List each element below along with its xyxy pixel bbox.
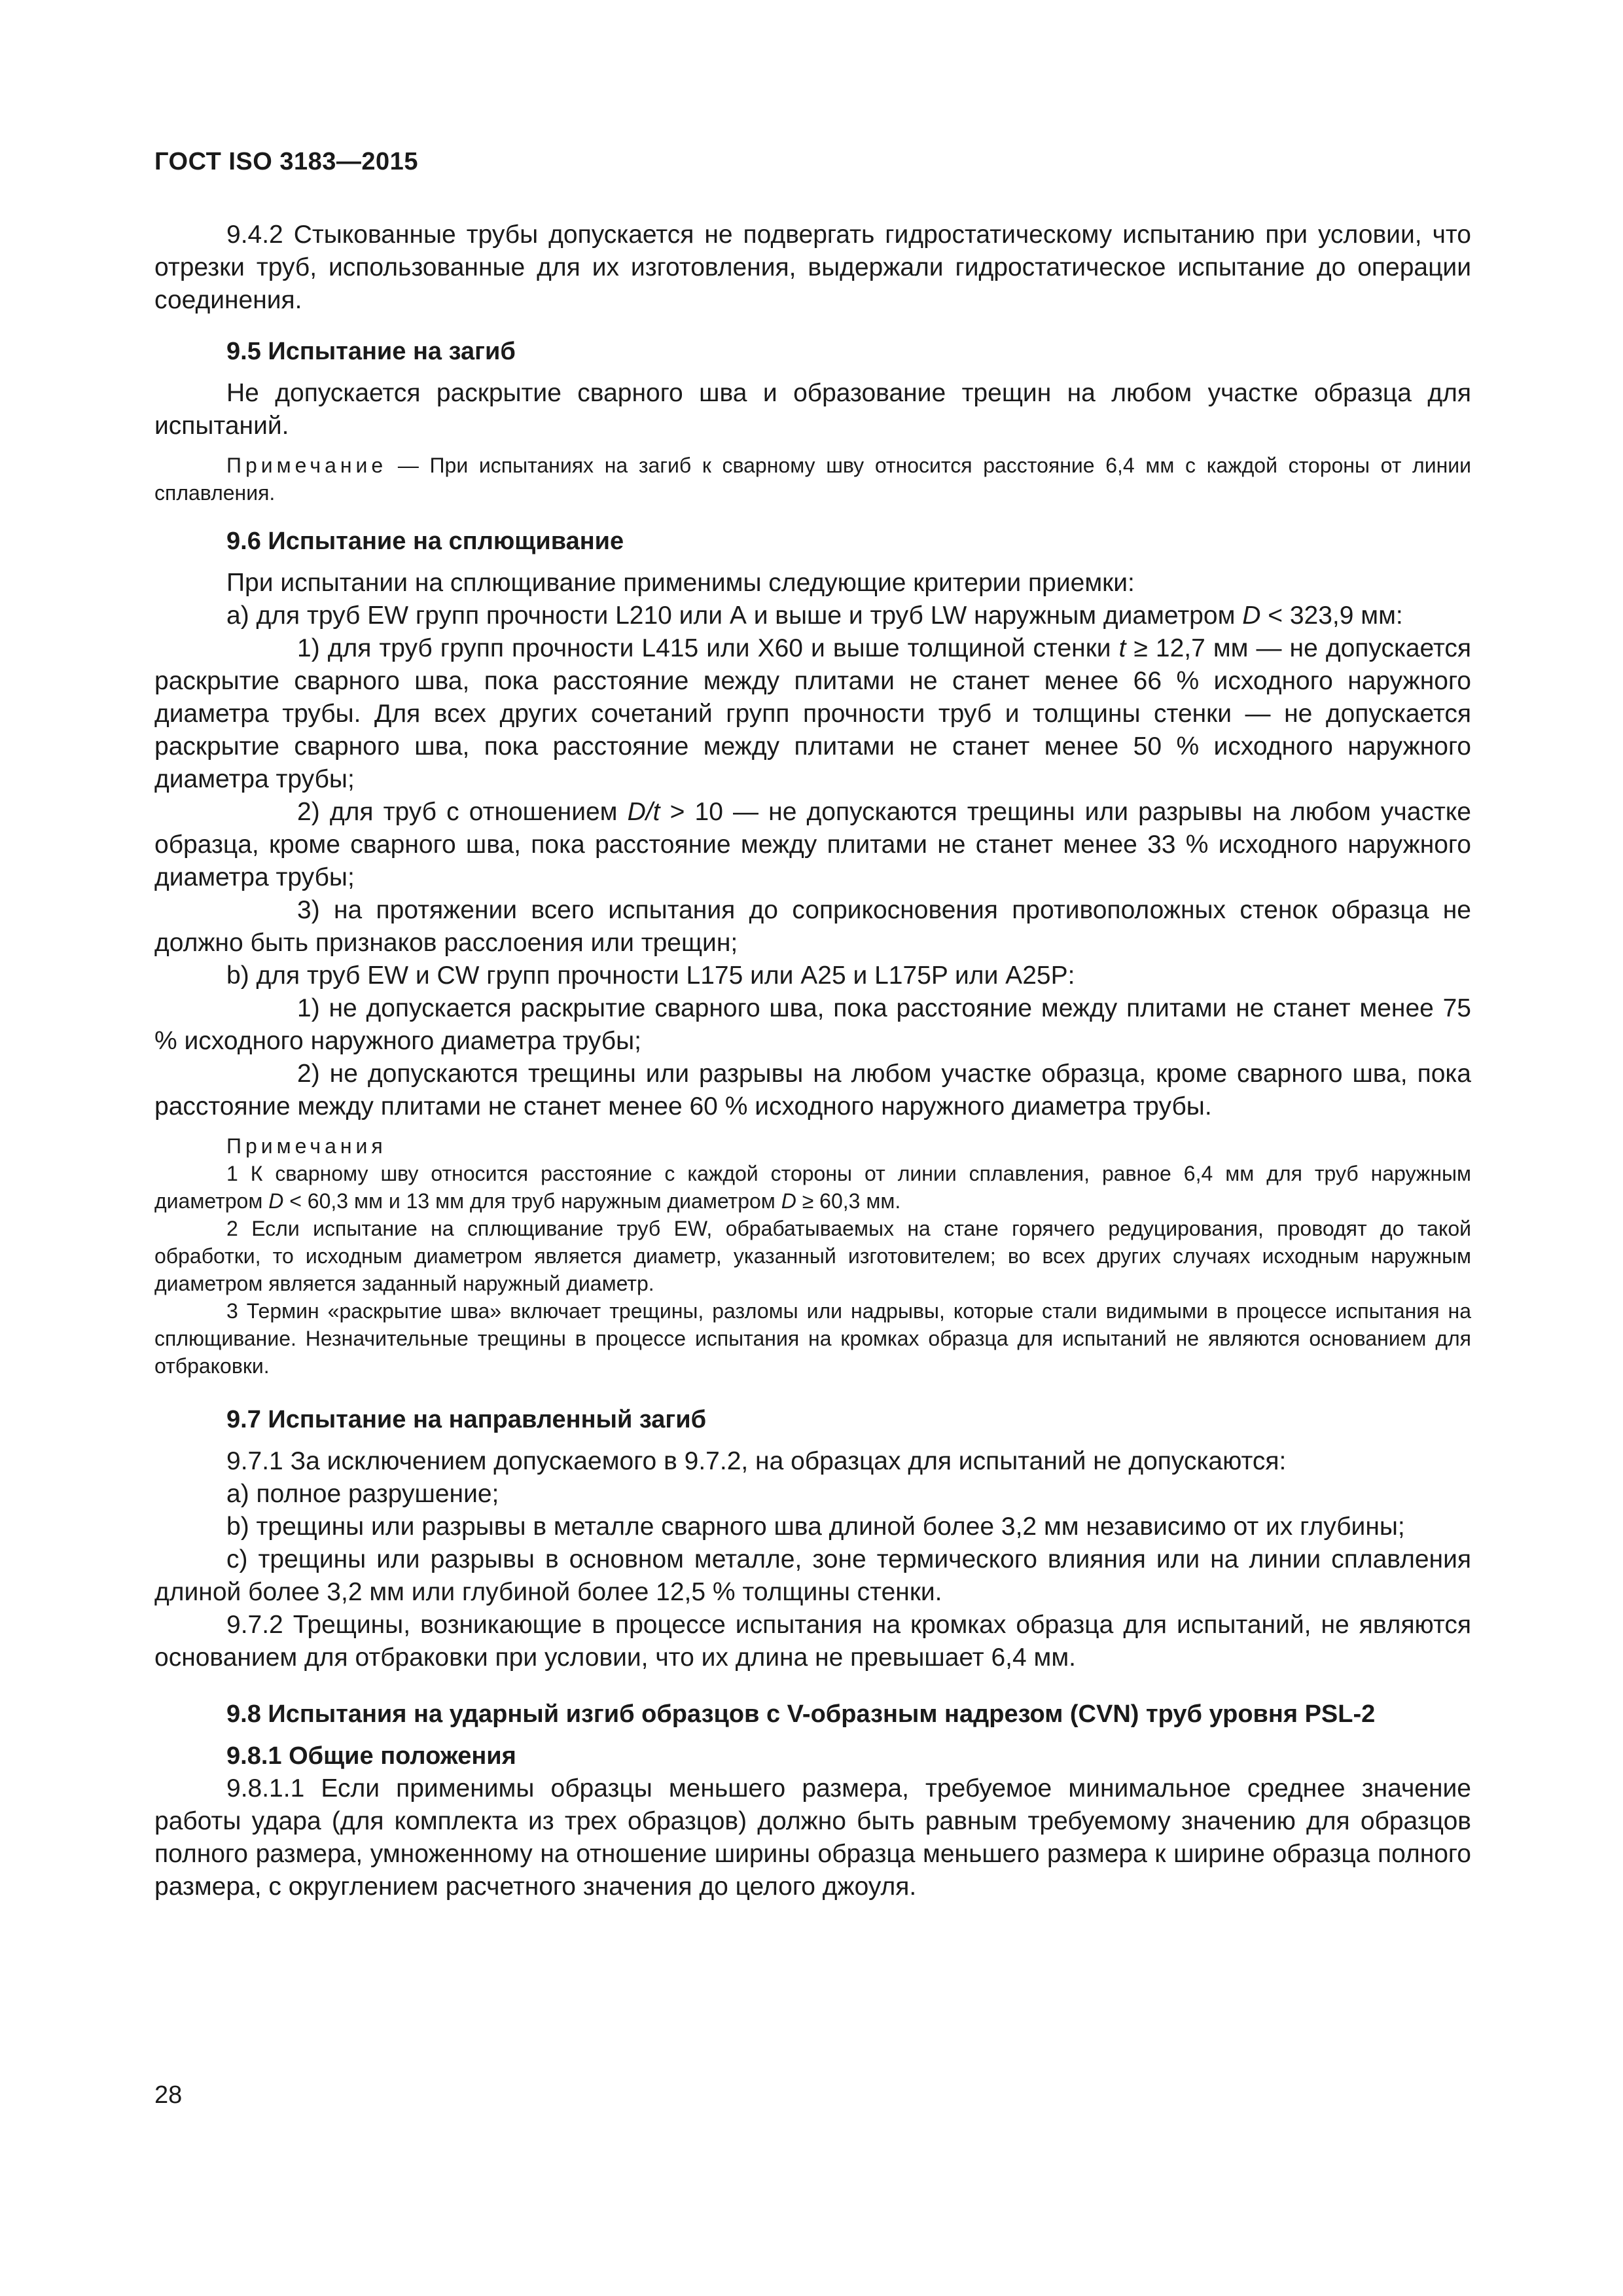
list-item-9-6-b: b) для труб EW и CW групп прочности L175 или А25 и L175P или А25P:	[226, 961, 1075, 990]
heading-9-6: 9.6 Испытание на сплющивание	[226, 528, 624, 555]
notes-label-9-6: Примечания	[226, 1134, 387, 1158]
paragraph-9-7-1: 9.7.1 За исключением допускаемого в 9.7.2, на образцах для испытаний не допускаются:	[226, 1447, 1287, 1475]
note-9-6-2: 2 Если испытание на сплющивание труб EW, обрабатываемых на стане горячего редуцирования, проводят до такой обработки, то исходным диаметром является диаметр, указанный изготовителем; во всех других случаях исходным наружным диаметром является заданный наружный диаметр.	[154, 1217, 1471, 1295]
note-9-6-1: 1 К сварному шву относится расстояние с каждой стороны от линии сплавления, равное 6,4 мм для труб наружным диаметром D < 60,3 мм и 13 мм для труб наружным диаметром D ≥ 60,3 мм.	[154, 1162, 1471, 1213]
list-item-9-7-1-b: b) трещины или разрывы в металле сварного шва длиной более 3,2 мм независимо от их глубины;	[226, 1513, 1405, 1541]
document-body	[154, 219, 1471, 1903]
document-code-header: ГОСТ ISO 3183—2015	[154, 148, 418, 175]
list-item-9-7-1-c: с) трещины или разрывы в основном металле, зоне термического влияния или на линии сплавления длиной более 3,2 мм или глубиной более 12,5 % толщины стенки.	[154, 1545, 1471, 1606]
list-item-9-6-a: а) для труб EW групп прочности L210 или А и выше и труб LW наружным диаметром D < 323,9 мм:	[226, 601, 1403, 630]
heading-9-7: 9.7 Испытание на направленный загиб	[226, 1406, 707, 1433]
paragraph-9-6-intro: При испытании на сплющивание применимы следующие критерии приемки:	[226, 569, 1135, 597]
heading-9-8: 9.8 Испытания на ударный изгиб образцов с V-образным надрезом (CVN) труб уровня PSL-2	[226, 1700, 1376, 1728]
page-number: 28	[154, 2081, 183, 2109]
heading-9-8-1: 9.8.1 Общие положения	[226, 1742, 516, 1770]
list-item-9-6-b-2: 2) не допускаются трещины или разрывы на любом участке образца, кроме сварного шва, пока расстояние между плитами не станет менее 60 % исходного наружного диаметра трубы.	[154, 1060, 1471, 1121]
list-item-9-6-b-1: 1) не допускается раскрытие сварного шва, пока расстояние между плитами не станет менее 75 % исходного наружного диаметра трубы;	[154, 994, 1471, 1055]
list-item-9-6-a-2: 2) для труб с отношением D/t > 10 — не допускаются трещины или разрывы на любом участке образца, кроме сварного шва, пока расстояние между плитами не станет менее 33 % исходного наружного диаметра трубы;	[154, 798, 1471, 891]
paragraph-9-5: Не допускается раскрытие сварного шва и образование трещин на любом участке образца для испытаний.	[154, 379, 1471, 440]
list-item-9-7-1-a: а) полное разрушение;	[226, 1480, 499, 1508]
paragraph-9-4-2: 9.4.2 Стыкованные трубы допускается не подвергать гидростатическому испытанию при условии, что отрезки труб, использованные для их изготовления, выдержали гидростатическое испытание до операции соединения.	[154, 221, 1471, 314]
heading-9-5: 9.5 Испытание на загиб	[226, 338, 516, 365]
note-text: — При испытаниях на загиб к сварному шву относится расстояние 6,4 мм с каждой стороны от линии сплавления.	[154, 454, 1471, 505]
paragraph-9-8-1-1: 9.8.1.1 Если применимы образцы меньшего размера, требуемое минимальное среднее значение работы удара (для комплекта из трех образцов) должно быть равным требуемому значению для образцов полного размера, умноженному на отношение ширины образца меньшего размера к ширине образца полного размера, с округлением расчетного значения до целого джоуля.	[154, 1774, 1471, 1901]
paragraph-9-7-2: 9.7.2 Трещины, возникающие в процессе испытания на кромках образца для испытаний, не являются основанием для отбраковки при условии, что их длина не превышает 6,4 мм.	[154, 1611, 1471, 1672]
note-9-6-3: 3 Термин «раскрытие шва» включает трещины, разломы или надрывы, которые стали видимыми в процессе испытания на сплющивание. Незначительные трещины в процессе испытания на кромках образца для испытаний не являются основанием для отбраковки.	[154, 1299, 1471, 1378]
note-label: Примечание	[226, 454, 387, 477]
note-9-5	[154, 452, 1471, 507]
list-item-9-6-a-3: 3) на протяжении всего испытания до соприкосновения противоположных стенок образца не должно быть признаков расслоения или трещин;	[154, 896, 1471, 957]
list-item-9-6-a-1: 1) для труб групп прочности L415 или Х60 и выше толщиной стенки t ≥ 12,7 мм — не допускается раскрытие сварного шва, пока расстояние между плитами не станет менее 66 % исходного наружного диаметра трубы. Для всех других сочетаний групп прочности труб и толщины стенки — не допускается раскрытие сварного шва, пока расстояние между плитами не станет менее 50 % исходного наружного диаметра трубы;	[154, 634, 1471, 793]
